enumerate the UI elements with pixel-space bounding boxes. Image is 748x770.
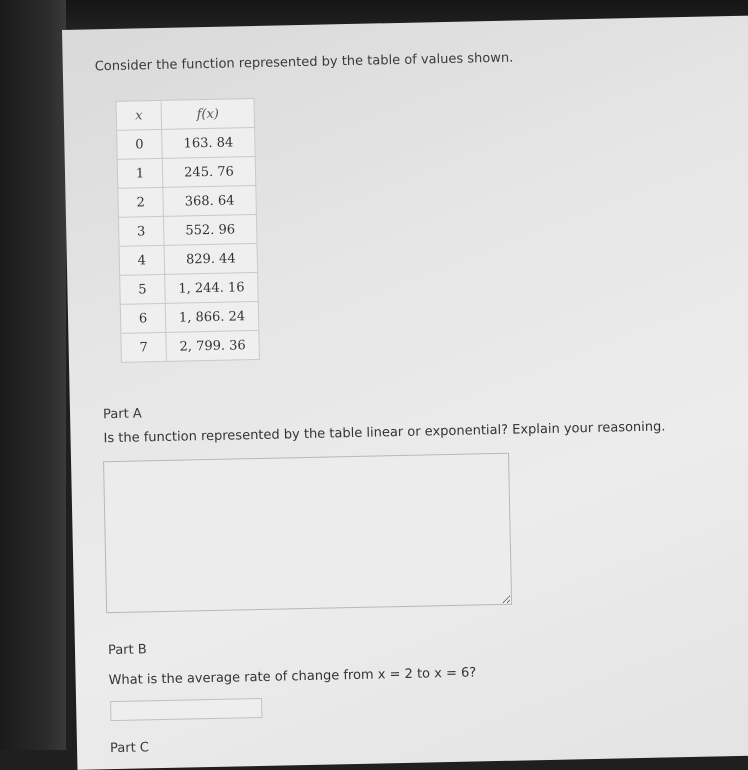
cell-fx: 163. 84 (162, 127, 256, 158)
cell-fx: 552. 96 (163, 214, 257, 245)
cell-fx: 368. 64 (163, 185, 257, 216)
part-b-question: What is the average rate of change from x = 2 to x = 6? (108, 665, 477, 689)
table-row (120, 272, 259, 304)
cell-fx: 245. 76 (162, 156, 256, 187)
monitor-bezel-left (0, 0, 66, 750)
part-c-label: Part C (109, 740, 150, 757)
part-a-label: Part A (102, 406, 142, 423)
table-row (117, 127, 256, 159)
cell-x: 1 (117, 158, 163, 188)
part-a-question: Is the function represented by the table linear or exponential? Explain your reasoning. (103, 419, 666, 447)
part-b-answer-input[interactable] (110, 698, 262, 721)
table-header-row (116, 98, 255, 130)
table-row (118, 214, 257, 246)
values-table (115, 98, 259, 363)
cell-fx: 829. 44 (164, 243, 258, 274)
header-x: x (116, 100, 162, 130)
cell-fx: 1, 866. 24 (165, 301, 259, 332)
cell-fx: 2, 799. 36 (166, 330, 260, 361)
table-row (118, 185, 257, 217)
table-row (121, 330, 260, 362)
cell-x: 4 (119, 245, 165, 275)
cell-x: 0 (117, 129, 163, 159)
question-intro: Consider the function represented by the table of values shown. (94, 50, 514, 75)
cell-x: 7 (121, 332, 167, 362)
cell-x: 2 (118, 187, 164, 217)
part-b-label: Part B (107, 642, 147, 659)
cell-x: 5 (120, 274, 166, 304)
header-fx: f(x) (161, 98, 255, 129)
cell-x: 3 (118, 216, 164, 246)
table-row (117, 156, 256, 188)
cell-x: 6 (120, 303, 166, 333)
cell-fx: 1, 244. 16 (165, 272, 259, 303)
part-a-answer-textarea[interactable] (103, 453, 512, 613)
table-row (120, 301, 259, 333)
table-row (119, 243, 258, 275)
question-screen (62, 15, 748, 769)
